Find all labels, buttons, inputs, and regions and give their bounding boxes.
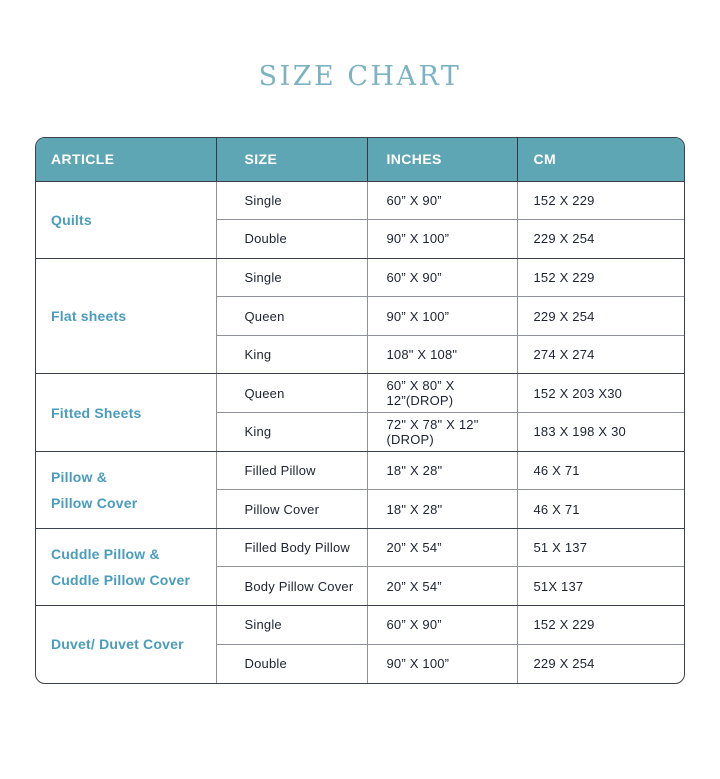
article-cell	[36, 374, 216, 451]
size-cell: King	[216, 413, 367, 452]
size-cell: Queen	[216, 297, 367, 336]
size-table	[36, 138, 685, 683]
cm-cell: 152 X 229	[517, 606, 685, 645]
column-header-inches: INCHES	[367, 138, 517, 181]
article-label: Pillow &	[51, 468, 108, 485]
size-cell: Double	[216, 644, 367, 683]
column-header-article: ARTICLE	[36, 138, 216, 181]
header-row	[36, 138, 685, 181]
size-cell: Body Pillow Cover	[216, 567, 367, 606]
inches-cell: 60” X 90”	[367, 606, 517, 645]
article-label: Cuddle Pillow Cover	[51, 571, 191, 588]
size-cell: King	[216, 335, 367, 374]
article-cell	[36, 528, 216, 605]
article-label: Quilts	[51, 211, 92, 228]
cm-cell: 183 X 198 X 30	[517, 413, 685, 452]
cm-cell: 46 X 71	[517, 490, 685, 529]
inches-cell: 90” X 100”	[367, 297, 517, 336]
size-cell: Queen	[216, 374, 367, 413]
article-label: Pillow Cover	[51, 494, 138, 511]
inches-cell: 90” X 100”	[367, 220, 517, 259]
inches-cell: 60” X 90”	[367, 258, 517, 297]
article-label: Cuddle Pillow &	[51, 545, 160, 562]
cm-cell: 152 X 229	[517, 258, 685, 297]
inches-cell: 108" X 108"	[367, 335, 517, 374]
size-cell: Single	[216, 606, 367, 645]
inches-cell: 60” X 90”	[367, 181, 517, 220]
inches-cell: 18" X 28"	[367, 490, 517, 529]
size-cell: Pillow Cover	[216, 490, 367, 529]
cm-cell: 274 X 274	[517, 335, 685, 374]
cm-cell: 51 X 137	[517, 528, 685, 567]
inches-cell: 20” X 54”	[367, 528, 517, 567]
article-cell	[36, 181, 216, 258]
inches-cell: 20” X 54”	[367, 567, 517, 606]
cm-cell: 229 X 254	[517, 644, 685, 683]
article-cell	[36, 606, 216, 683]
size-cell: Single	[216, 258, 367, 297]
size-cell: Single	[216, 181, 367, 220]
article-cell	[36, 451, 216, 528]
inches-cell: 18" X 28"	[367, 451, 517, 490]
cm-cell: 46 X 71	[517, 451, 685, 490]
size-cell: Double	[216, 220, 367, 259]
table-row	[36, 451, 685, 490]
article-label: Fitted Sheets	[51, 404, 142, 421]
size-cell: Filled Pillow	[216, 451, 367, 490]
size-chart-page	[0, 60, 720, 684]
cm-cell: 229 X 254	[517, 297, 685, 336]
size-chart-table	[35, 137, 685, 684]
article-label: Duvet/ Duvet Cover	[51, 636, 184, 653]
cm-cell: 229 X 254	[517, 220, 685, 259]
column-header-size: SIZE	[216, 138, 367, 181]
inches-cell: 60” X 80” X 12”(DROP)	[367, 374, 517, 413]
article-label: Flat sheets	[51, 308, 127, 325]
table-row	[36, 374, 685, 413]
inches-cell: 90” X 100”	[367, 644, 517, 683]
cm-cell: 152 X 203 X30	[517, 374, 685, 413]
cm-cell: 152 X 229	[517, 181, 685, 220]
table-row	[36, 258, 685, 297]
cm-cell: 51X 137	[517, 567, 685, 606]
table-row	[36, 528, 685, 567]
inches-cell: 72" X 78" X 12"(DROP)	[367, 413, 517, 452]
page-title: SIZE CHART	[258, 61, 462, 92]
column-header-cm: CM	[517, 138, 685, 181]
table-row	[36, 606, 685, 645]
article-cell	[36, 258, 216, 374]
size-cell: Filled Body Pillow	[216, 528, 367, 567]
table-row	[36, 181, 685, 220]
